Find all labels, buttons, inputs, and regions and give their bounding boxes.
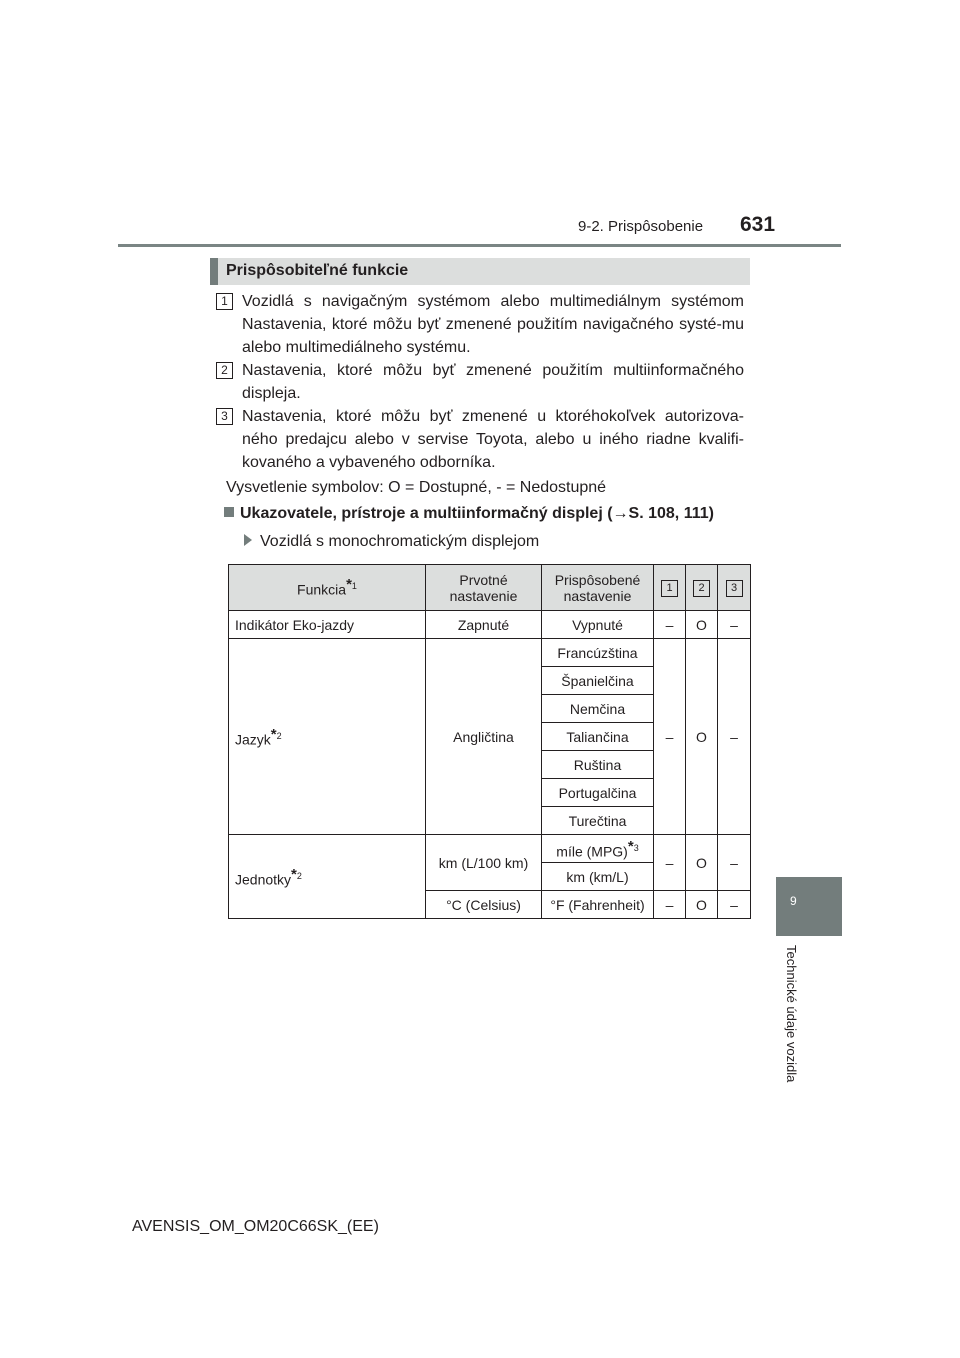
cell-custom: Vypnuté xyxy=(542,611,654,639)
cell-custom-option: Ruština xyxy=(542,751,654,779)
chapter-title: Technické údaje vozidla xyxy=(784,945,799,1083)
cell-custom: míle (MPG)$^{*3}$ xyxy=(542,835,654,863)
cell-custom: °F (Fahrenheit) xyxy=(542,891,654,919)
note-number-2: 2 xyxy=(216,362,233,379)
vehicle-condition xyxy=(244,533,539,551)
note-number-3: 3 xyxy=(216,408,233,425)
settings-table xyxy=(228,564,751,919)
header-section-title: 9-2. Prispôsobenie xyxy=(578,218,704,235)
header-number-box-3: 3 xyxy=(726,580,743,597)
cell-function: Jednotky$^{*2}$ xyxy=(229,835,426,919)
note-text-3: Nastavenia, ktoré môžu byť zmenené u ktoréhokoľvek autorizova-ného predajcu alebo v servise Toyota, alebo u iného riadne kvalifi-kovaného a vybaveného odborníka. xyxy=(242,408,744,471)
note-number-1: 1 xyxy=(216,293,233,310)
cell-function: Jazyk$^{*2}$ xyxy=(229,639,426,835)
chapter-side-label xyxy=(783,945,803,1105)
cell-custom-option: Francúzština xyxy=(542,639,654,667)
header-col-3 xyxy=(718,565,751,611)
cell-c1: – xyxy=(654,639,686,835)
table-row-language xyxy=(229,639,751,667)
symbol-legend: Vysvetlenie symbolov: O = Dostupné, - = Nedostupné xyxy=(226,479,607,496)
header-number-box-1: 1 xyxy=(661,580,678,597)
cell-custom-option: Portugalčina xyxy=(542,779,654,807)
section-heading-bar xyxy=(210,258,750,285)
cell-default: km (L/100 km) xyxy=(426,835,542,891)
chapter-number: 9 xyxy=(790,894,797,908)
cell-c2: O xyxy=(686,639,718,835)
note-text-2: Nastavenia, ktoré môžu byť zmenené použitím multiinformačného displeja. xyxy=(242,362,744,402)
cell-custom-option: Španielčina xyxy=(542,667,654,695)
cell-c2: O xyxy=(686,835,718,891)
cell-c3: – xyxy=(718,835,751,891)
cell-c3: – xyxy=(718,639,751,835)
table-row-eco xyxy=(229,611,751,639)
note-text-1: Vozidlá s navigačným systémom alebo multimediálnym systémom Nastavenia, ktoré môžu byť zmenené použitím navigačného systé-mu alebo multimediálneho systému. xyxy=(242,293,744,356)
section-accent xyxy=(210,258,218,285)
cell-c3: – xyxy=(718,611,751,639)
header-col-2 xyxy=(686,565,718,611)
page-number: 631 xyxy=(740,213,776,236)
cell-custom-option: Turečtina xyxy=(542,807,654,835)
subheading xyxy=(224,505,714,523)
cell-default: Angličtina xyxy=(426,639,542,835)
header-col-1 xyxy=(654,565,686,611)
cell-default: Zapnuté xyxy=(426,611,542,639)
cell-c2: O xyxy=(686,891,718,919)
table-row-units xyxy=(229,835,751,863)
chapter-tab xyxy=(776,877,842,936)
subheading-text: Ukazovatele, prístroje a multiinformačný displej (→S. 108, 111) xyxy=(240,505,714,522)
header-number-box-2: 2 xyxy=(693,580,710,597)
cell-c3: – xyxy=(718,891,751,919)
cell-c2: O xyxy=(686,611,718,639)
cell-c1: – xyxy=(654,611,686,639)
header-divider xyxy=(118,244,841,247)
cell-c1: – xyxy=(654,835,686,891)
header-default: Prvotné nastavenie xyxy=(426,565,542,611)
cell-c1: – xyxy=(654,891,686,919)
cell-custom-option: Taliančina xyxy=(542,723,654,751)
document-code: AVENSIS_OM_OM20C66SK_(EE) xyxy=(132,1218,379,1235)
section-title: Prispôsobiteľné funkcie xyxy=(226,262,409,279)
cell-function: Indikátor Eko-jazdy xyxy=(229,611,426,639)
square-bullet-icon xyxy=(224,507,234,517)
header-function: Funkcia$^{*1}$ xyxy=(229,565,426,611)
cell-custom-option: Nemčina xyxy=(542,695,654,723)
table-header-row xyxy=(229,565,751,611)
cell-custom: km (km/L) xyxy=(542,863,654,891)
vehicle-condition-text: Vozidlá s monochromatickým displejom xyxy=(260,533,540,550)
triangle-bullet-icon xyxy=(244,534,252,546)
cell-default: °C (Celsius) xyxy=(426,891,542,919)
header-custom: Prispôsobené nastavenie xyxy=(542,565,654,611)
